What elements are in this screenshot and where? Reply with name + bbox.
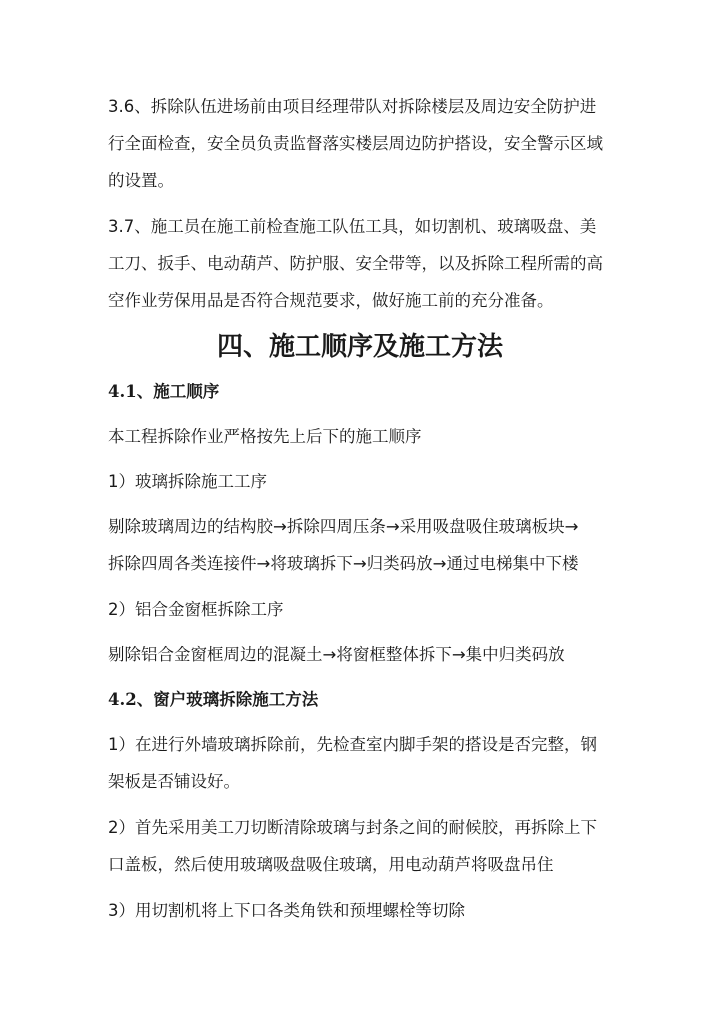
section-title: 四、施工顺序及施工方法	[216, 332, 503, 362]
paragraph-3-6-line-2: 行全面检查，安全员负责监督落实楼层周边防护搭设，安全警示区域	[108, 134, 603, 153]
glass-process-line-2: 拆除四周各类连接件→将玻璃拆下→归类码放→通过电梯集中下楼	[108, 554, 579, 573]
glass-process-line-1: 剔除玻璃周边的结构胶→拆除四周压条→采用吸盘吸住玻璃板块→	[108, 517, 579, 536]
method-step-1-line-2: 架板是否铺设好。	[108, 772, 240, 791]
method-step-3-line: 3）用切割机将上下口各类角铁和预埋螺栓等切除	[108, 901, 465, 920]
frame-process-title: 2）铝合金窗框拆除工序	[108, 600, 284, 619]
section-4-1-intro: 本工程拆除作业严格按先上后下的施工顺序	[108, 427, 422, 446]
section-4-1-title: 4.1、施工顺序	[108, 382, 220, 401]
method-step-1-line-1: 1）在进行外墙玻璃拆除前，先检查室内脚手架的搭设是否完整，钢	[108, 735, 597, 754]
paragraph-3-6-line-3: 的设置。	[108, 171, 174, 190]
paragraph-3-6-line-1: 3.6、拆除队伍进场前由项目经理带队对拆除楼层及周边安全防护进	[108, 97, 597, 116]
method-step-2-line-2: 口盖板，然后使用玻璃吸盘吸住玻璃，用电动葫芦将吸盘吊住	[108, 855, 554, 874]
frame-process-line: 剔除铝合金窗框周边的混凝土→将窗框整体拆下→集中归类码放	[108, 645, 565, 664]
glass-process-title: 1）玻璃拆除施工工序	[108, 472, 267, 491]
method-step-2-line-1: 2）首先采用美工刀切断清除玻璃与封条之间的耐候胶，再拆除上下	[108, 818, 597, 837]
paragraph-3-7-line-3: 空作业劳保用品是否符合规范要求，做好施工前的充分准备。	[108, 291, 554, 310]
section-4-2-title: 4.2、窗户玻璃拆除施工方法	[108, 690, 319, 709]
paragraph-3-7-line-2: 工刀、扳手、电动葫芦、防护服、安全带等，以及拆除工程所需的高	[108, 254, 603, 273]
paragraph-3-7-line-1: 3.7、施工员在施工前检查施工队伍工具，如切割机、玻璃吸盘、美	[108, 217, 597, 236]
